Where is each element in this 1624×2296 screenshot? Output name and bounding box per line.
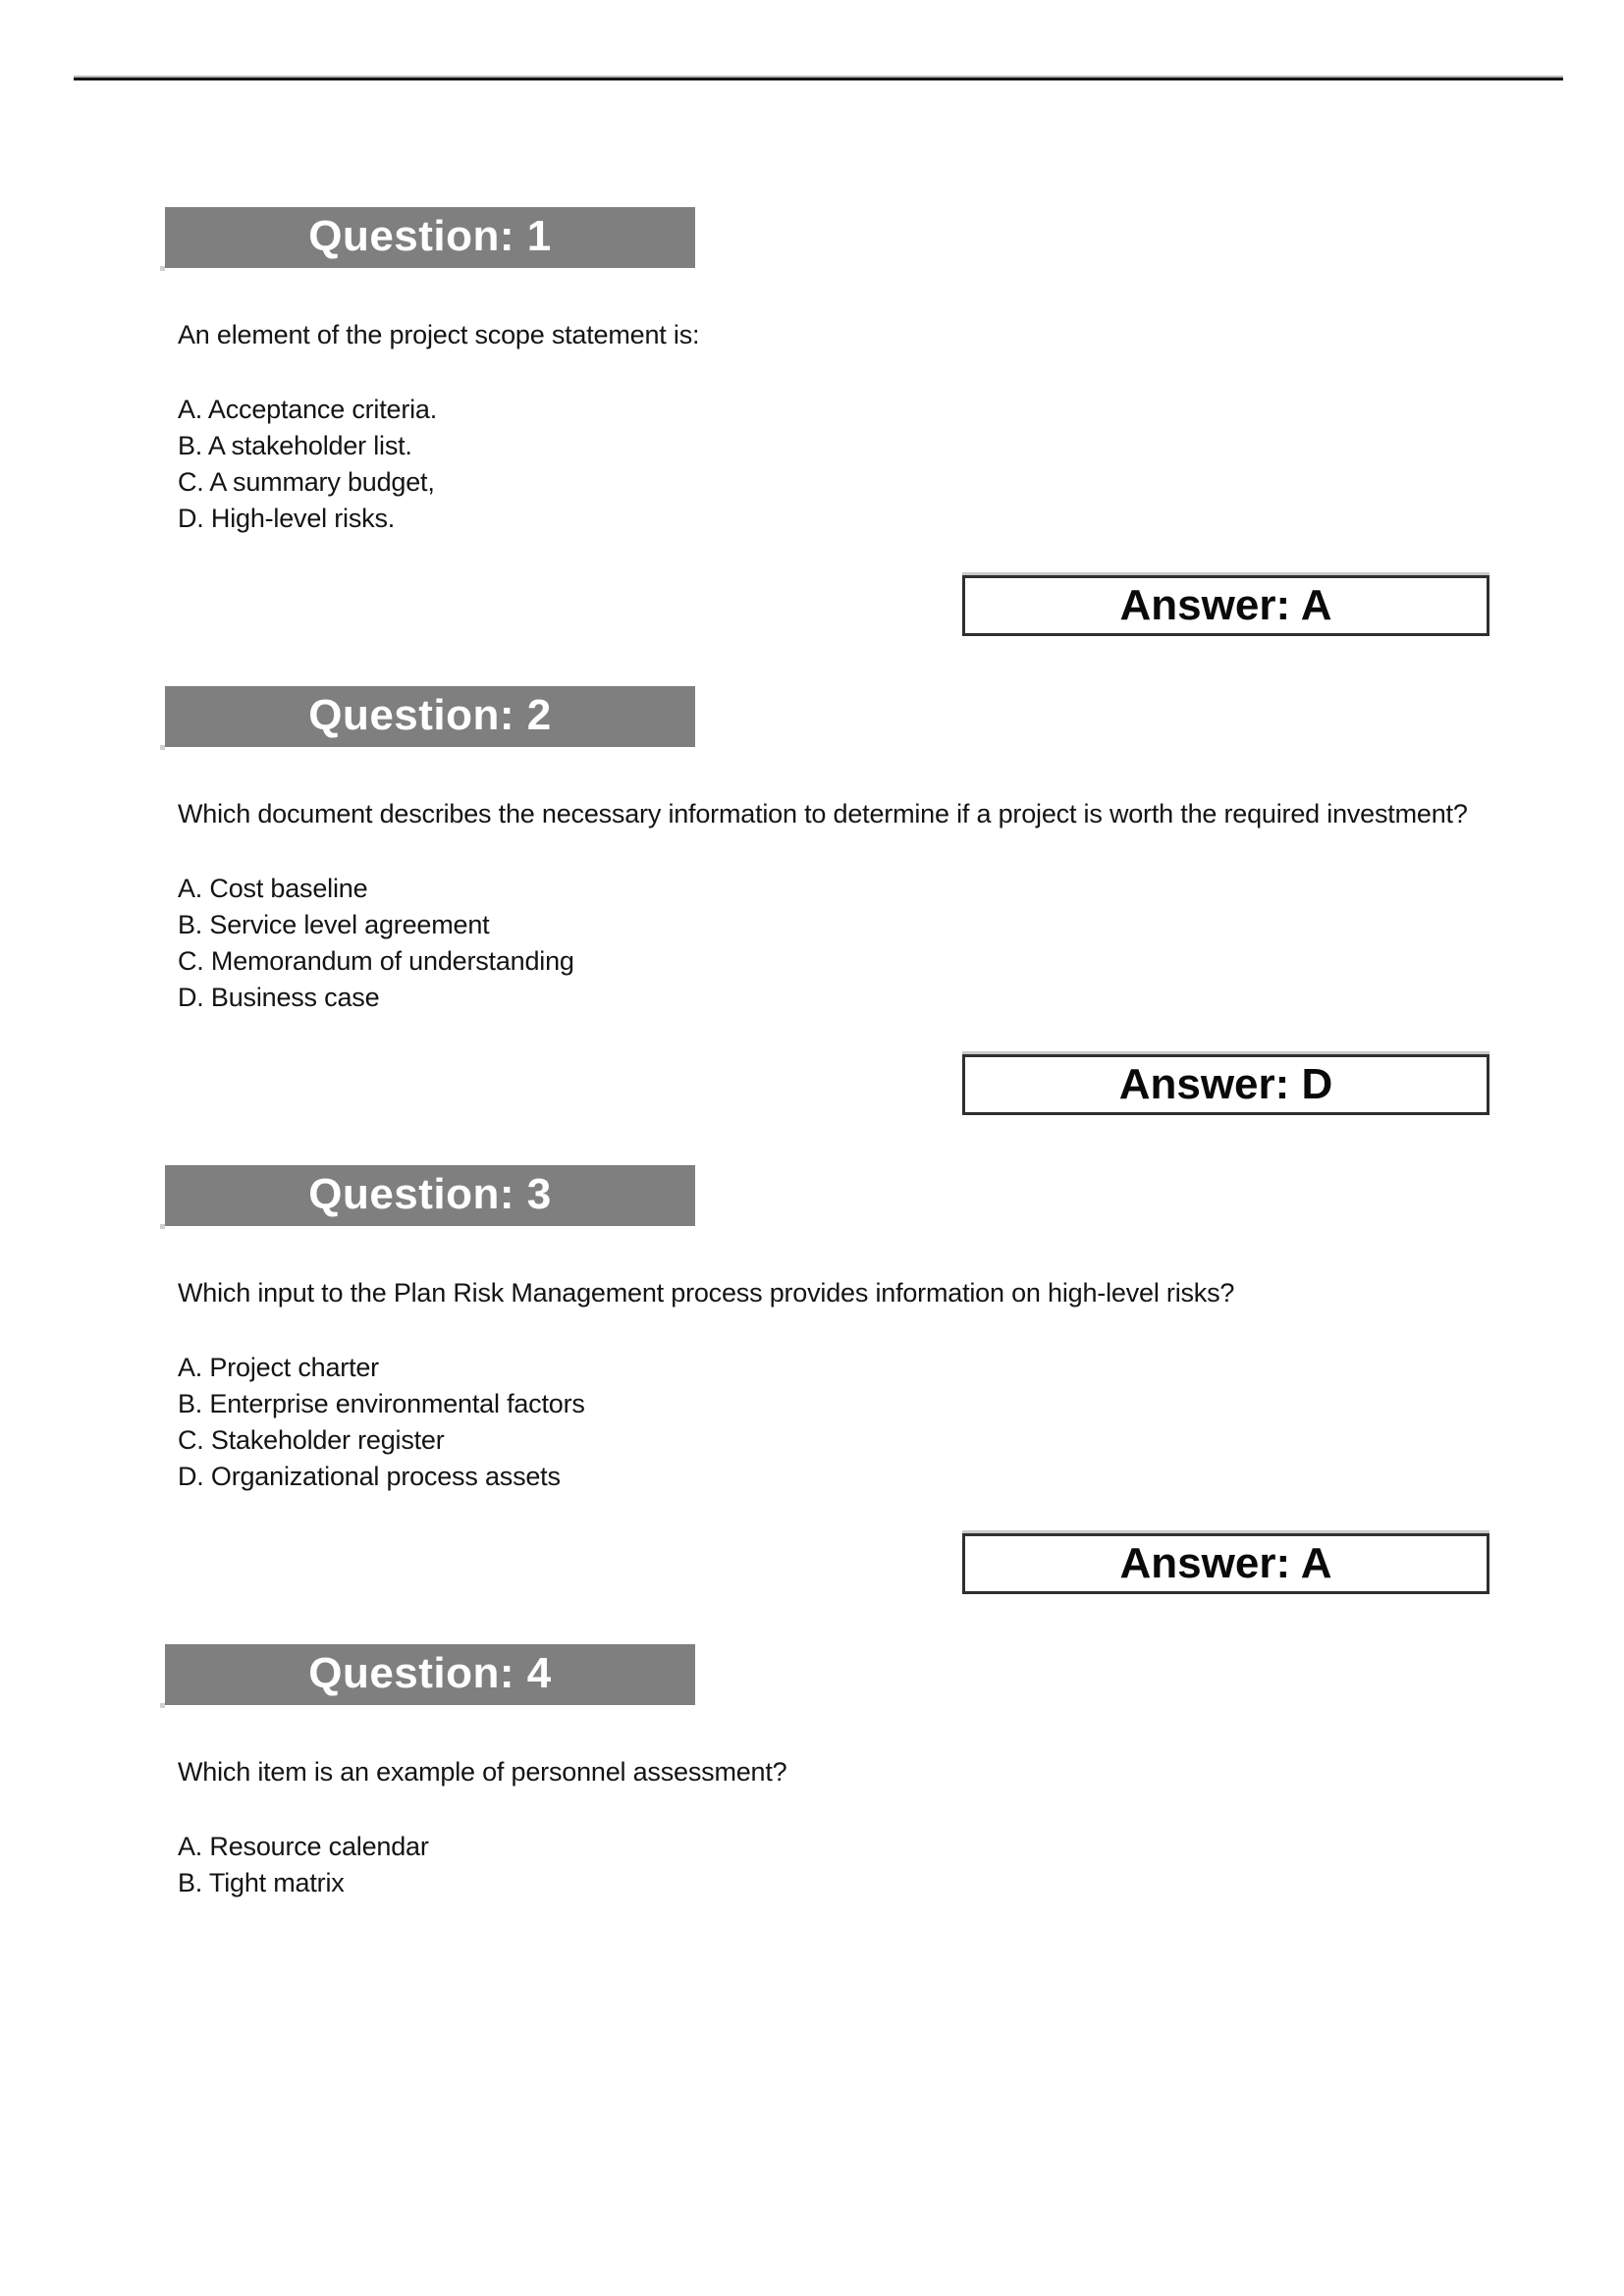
answer-label: Answer: A bbox=[1119, 1539, 1332, 1587]
option-item: D. High-level risks. bbox=[178, 504, 396, 533]
option-item: D. Business case bbox=[178, 983, 380, 1012]
option-item: A. Project charter bbox=[178, 1353, 379, 1382]
question-header bbox=[165, 1165, 695, 1226]
question-block bbox=[0, 1644, 1624, 1901]
options-list bbox=[178, 871, 1505, 1016]
answer-label: Answer: D bbox=[1118, 1060, 1333, 1108]
page-top-rule bbox=[74, 76, 1563, 80]
question-header bbox=[165, 207, 695, 268]
question-text: Which input to the Plan Risk Management process provides information on high-level risks? bbox=[178, 1278, 1235, 1308]
answer-box bbox=[962, 575, 1489, 636]
options-list bbox=[178, 392, 1505, 537]
option-item: D. Organizational process assets bbox=[178, 1462, 561, 1491]
option-item: A. Acceptance criteria. bbox=[178, 395, 438, 424]
option-item: C. Memorandum of understanding bbox=[178, 946, 574, 976]
question-text: An element of the project scope statement is: bbox=[178, 320, 700, 349]
option-item: C. A summary budget, bbox=[178, 467, 435, 497]
question-text: Which document describes the necessary information to determine if a project is worth the required investment? bbox=[178, 799, 1468, 828]
answer-label: Answer: A bbox=[1119, 581, 1332, 629]
options-list bbox=[178, 1350, 1505, 1495]
option-item: B. Service level agreement bbox=[178, 910, 490, 939]
option-item: B. A stakeholder list. bbox=[178, 431, 412, 460]
options-list bbox=[178, 1829, 1505, 1901]
answer-box bbox=[962, 1054, 1489, 1115]
option-item: B. Enterprise environmental factors bbox=[178, 1389, 585, 1418]
question-header-label: Question: 4 bbox=[308, 1649, 552, 1697]
question-header bbox=[165, 1644, 695, 1705]
question-text: Which item is an example of personnel assessment? bbox=[178, 1757, 787, 1787]
question-header-label: Question: 3 bbox=[308, 1170, 552, 1218]
question-header bbox=[165, 686, 695, 747]
option-item: B. Tight matrix bbox=[178, 1868, 345, 1897]
question-header-label: Question: 1 bbox=[308, 212, 552, 260]
question-block bbox=[0, 1165, 1624, 1594]
option-item: A. Cost baseline bbox=[178, 874, 368, 903]
option-item: C. Stakeholder register bbox=[178, 1425, 445, 1455]
question-header-label: Question: 2 bbox=[308, 691, 552, 739]
answer-box bbox=[962, 1533, 1489, 1594]
option-item: A. Resource calendar bbox=[178, 1832, 429, 1861]
question-block bbox=[0, 207, 1624, 636]
question-block bbox=[0, 686, 1624, 1115]
